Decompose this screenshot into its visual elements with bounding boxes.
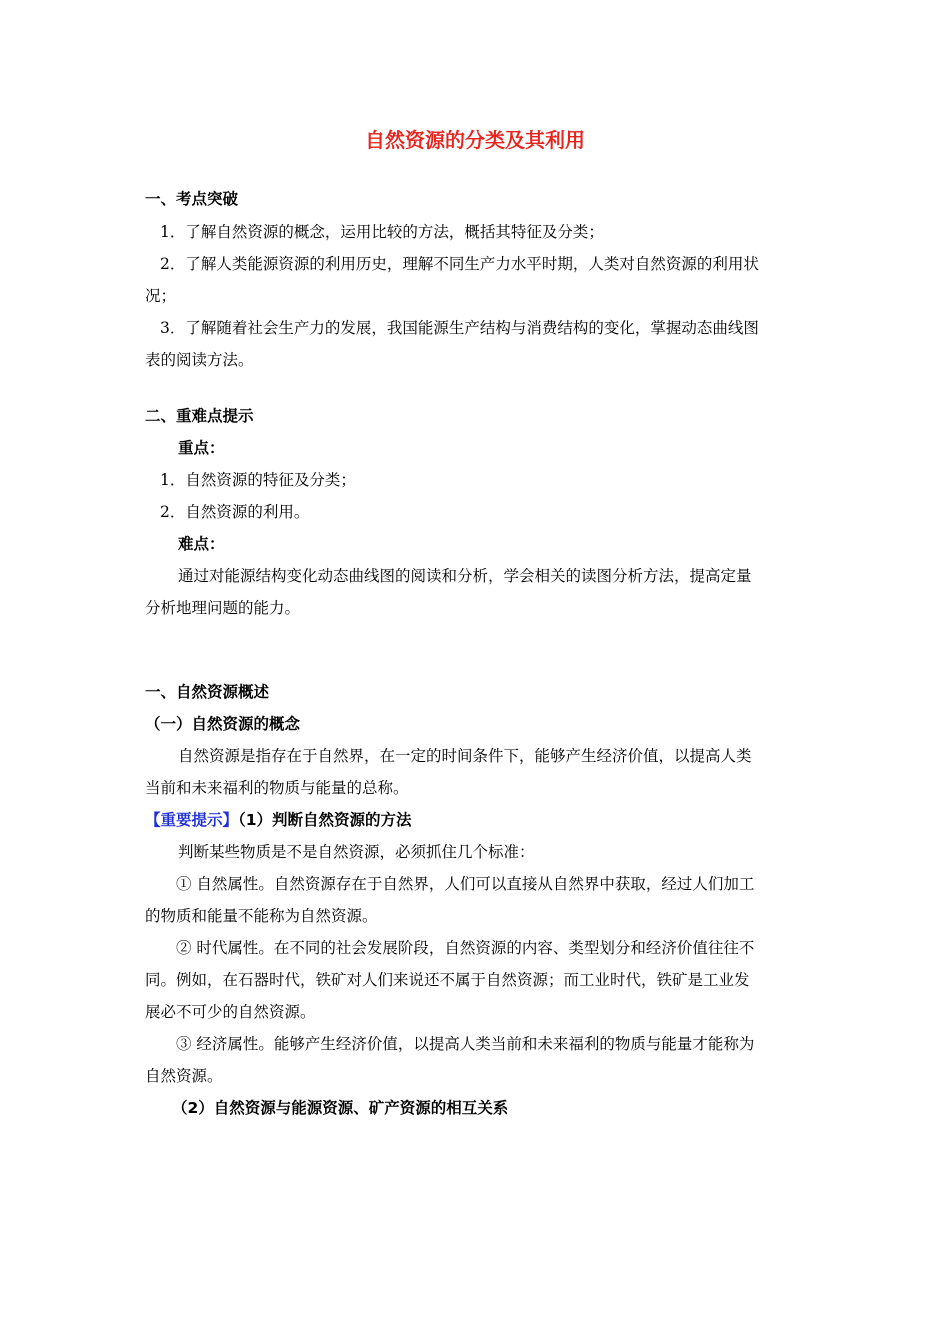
difficult-point-line-2: 分析地理问题的能力。 — [145, 599, 301, 617]
tip-intro: 判断某些物质是不是自然资源，必须抓住几个标准： — [178, 843, 535, 861]
key-point-2: 2．自然资源的利用。 — [160, 503, 310, 521]
exam-point-2-cont: 况； — [145, 287, 177, 305]
exam-point-1: 1．了解自然资源的概念，运用比较的方法，概括其特征及分类； — [160, 223, 604, 241]
key-points-label: 重点： — [178, 439, 225, 457]
exam-point-3-cont: 表的阅读方法。 — [145, 351, 254, 369]
definition-line-2: 当前和未来福利的物质与能量的总称。 — [145, 779, 409, 797]
criterion-era-line-3: 展必不可少的自然资源。 — [145, 1003, 316, 1021]
criterion-economic-line-2: 自然资源。 — [145, 1067, 223, 1085]
tip-heading: （1）判断自然资源的方法 — [238, 811, 412, 829]
important-tip-label: 【重要提示】 — [145, 811, 239, 829]
relation-heading: （2）自然资源与能源资源、矿产资源的相互关系 — [172, 1099, 509, 1117]
key-point-1: 1．自然资源的特征及分类； — [160, 471, 356, 489]
exam-point-3: 3．了解随着社会生产力的发展，我国能源生产结构与消费结构的变化，掌握动态曲线图 — [160, 319, 759, 337]
sub-heading-concept: （一）自然资源的概念 — [145, 715, 301, 733]
section-heading-exam-points: 一、考点突破 — [145, 190, 239, 208]
criterion-natural-line-1: ① 自然属性。自然资源存在于自然界，人们可以直接从自然界中获取，经过人们加工 — [176, 875, 755, 893]
definition-line-1: 自然资源是指存在于自然界，在一定的时间条件下，能够产生经济价值，以提高人类 — [178, 747, 752, 765]
criterion-era-line-2: 同。例如，在石器时代，铁矿对人们来说还不属于自然资源；而工业时代，铁矿是工业发 — [145, 971, 750, 989]
difficult-points-label: 难点： — [178, 535, 225, 553]
section-heading-overview: 一、自然资源概述 — [145, 683, 270, 701]
criterion-natural-line-2: 的物质和能量不能称为自然资源。 — [145, 907, 378, 925]
exam-point-2: 2．了解人类能源资源的利用历史，理解不同生产力水平时期，人类对自然资源的利用状 — [160, 255, 759, 273]
important-tip-line — [145, 810, 412, 830]
difficult-point-line-1: 通过对能源结构变化动态曲线图的阅读和分析，学会相关的读图分析方法，提高定量 — [178, 567, 752, 585]
section-heading-key-difficult: 二、重难点提示 — [145, 407, 254, 425]
criterion-economic-line-1: ③ 经济属性。能够产生经济价值，以提高人类当前和未来福利的物质与能量才能称为 — [176, 1035, 755, 1053]
document-title: 自然资源的分类及其利用 — [365, 128, 585, 152]
criterion-era-line-1: ② 时代属性。在不同的社会发展阶段，自然资源的内容、类型划分和经济价值往往不 — [176, 939, 755, 957]
